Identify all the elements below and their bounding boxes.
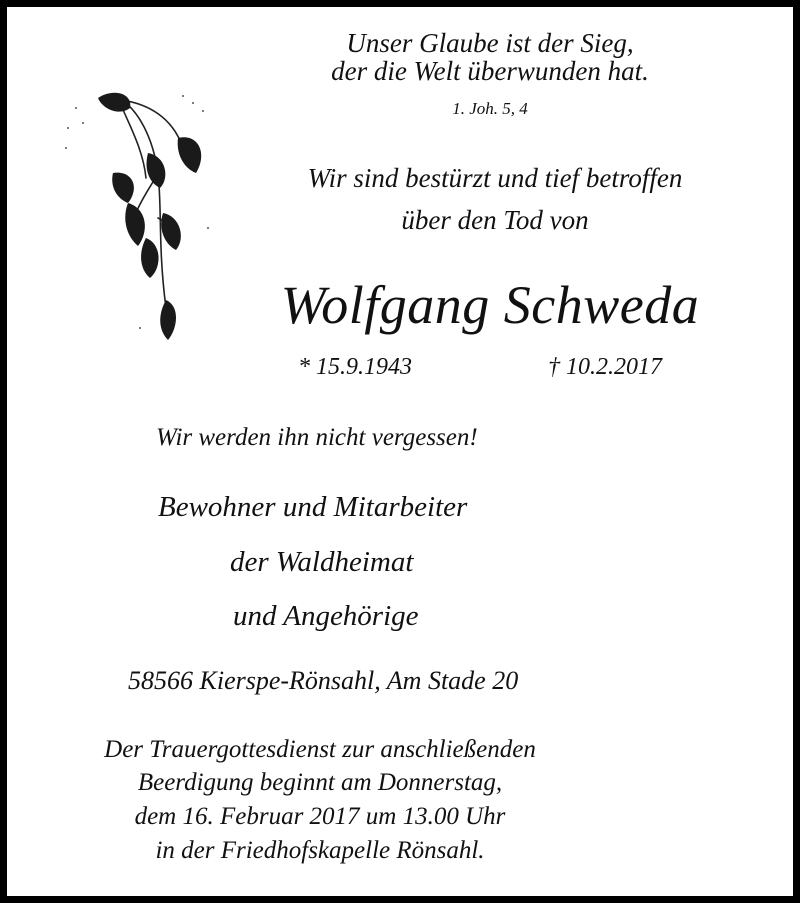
service-line-2: Beerdigung beginnt am Donnerstag, <box>137 769 503 796</box>
deceased-name: Wolfgang Schweda <box>280 275 700 335</box>
verse-line-2: der die Welt überwunden hat. <box>331 56 649 86</box>
service-line-1: Der Trauergottesdienst zur anschließenden <box>104 736 536 763</box>
service-line-4: in der Friedhofskapelle Rönsahl. <box>155 837 485 864</box>
birth-date: * 15.9.1943 <box>298 354 412 380</box>
intro-line-2: über den Tod von <box>401 205 589 235</box>
service-line-3: dem 16. Februar 2017 um 13.00 Uhr <box>134 803 506 830</box>
verse-line-1: Unser Glaube ist der Sieg, <box>346 28 634 58</box>
mourners-line-3: und Angehörige <box>233 600 419 632</box>
address-text: 58566 Kierspe-Rönsahl, Am Stade 20 <box>128 666 519 695</box>
mourners-line-1: Bewohner und Mitarbeiter <box>158 491 468 523</box>
remembrance-text: Wir werden ihn nicht vergessen! <box>156 424 478 451</box>
mourners-line-2: der Waldheimat <box>230 546 414 578</box>
intro-line-1: Wir sind bestürzt und tief betroffen <box>307 163 683 193</box>
birch-branch-icon <box>58 78 218 348</box>
death-date: † 10.2.2017 <box>548 354 662 380</box>
verse-reference: 1. Joh. 5, 4 <box>452 99 528 118</box>
